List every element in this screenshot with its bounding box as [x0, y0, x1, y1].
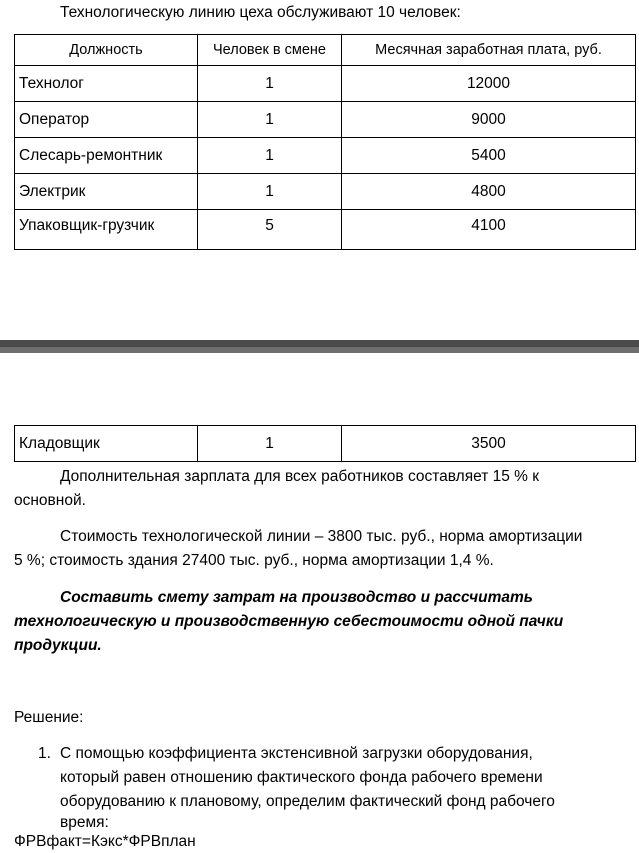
cell-per-shift: 1 [198, 66, 342, 102]
cell-salary: 4100 [342, 210, 636, 250]
cell-position: Технолог [15, 66, 198, 102]
cell-salary: 12000 [342, 66, 636, 102]
page-break-divider [0, 340, 639, 353]
step-line-3: оборудованию к плановому, определим фактический фонд рабочего [60, 793, 555, 810]
cell-per-shift: 1 [198, 426, 342, 462]
table-row [15, 174, 636, 210]
cell-per-shift: 1 [198, 102, 342, 138]
step-line-1: С помощью коэффициента экстенсивной загрузки оборудования, [60, 745, 533, 762]
cost-line-2: 5 %; стоимость здания 27400 тыс. руб., норма амортизации 1,4 %. [14, 552, 494, 569]
table-row [15, 138, 636, 174]
task-line-2: технологическую и производственную себестоимости одной пачки [14, 613, 564, 630]
solution-heading: Решение: [14, 709, 84, 726]
table-row [15, 66, 636, 102]
step-line-2: который равен отношению фактического фонда рабочего времени [60, 769, 543, 786]
formula: ФРВфакт=Кэкс*ФРВплан [14, 833, 196, 850]
cell-position: Упаковщик-грузчик [15, 210, 198, 250]
extra-salary-line-2: основной. [14, 492, 86, 509]
cell-position: Оператор [15, 102, 198, 138]
cell-per-shift: 5 [198, 210, 342, 250]
cell-salary: 4800 [342, 174, 636, 210]
cell-position: Кладовщик [15, 426, 198, 462]
header-salary: Месячная заработная плата, руб. [342, 35, 636, 66]
header-per-shift: Человек в смене [198, 35, 342, 66]
table-row [15, 210, 636, 250]
table-row [15, 102, 636, 138]
task-line-3: продукции. [14, 637, 102, 654]
step-line-4: время: [60, 814, 109, 831]
cell-position: Слесарь-ремонтник [15, 138, 198, 174]
task-line-1: Составить смету затрат на производство и рассчитать [60, 589, 533, 606]
staff-table [14, 34, 636, 250]
cell-salary: 9000 [342, 102, 636, 138]
cell-salary: 5400 [342, 138, 636, 174]
table-row [15, 426, 636, 462]
table-header-row [15, 35, 636, 66]
cost-line-1: Стоимость технологической линии – 3800 тыс. руб., норма амортизации [60, 528, 583, 545]
step-number: 1. [38, 745, 51, 762]
cell-per-shift: 1 [198, 138, 342, 174]
staff-table-continued [14, 425, 636, 462]
header-position: Должность [15, 35, 198, 66]
cell-position: Электрик [15, 174, 198, 210]
extra-salary-line-1: Дополнительная зарплата для всех работников составляет 15 % к [60, 468, 540, 485]
cell-salary: 3500 [342, 426, 636, 462]
intro-text: Технологическую линию цеха обслуживают 10 человек: [60, 4, 461, 21]
cell-per-shift: 1 [198, 174, 342, 210]
